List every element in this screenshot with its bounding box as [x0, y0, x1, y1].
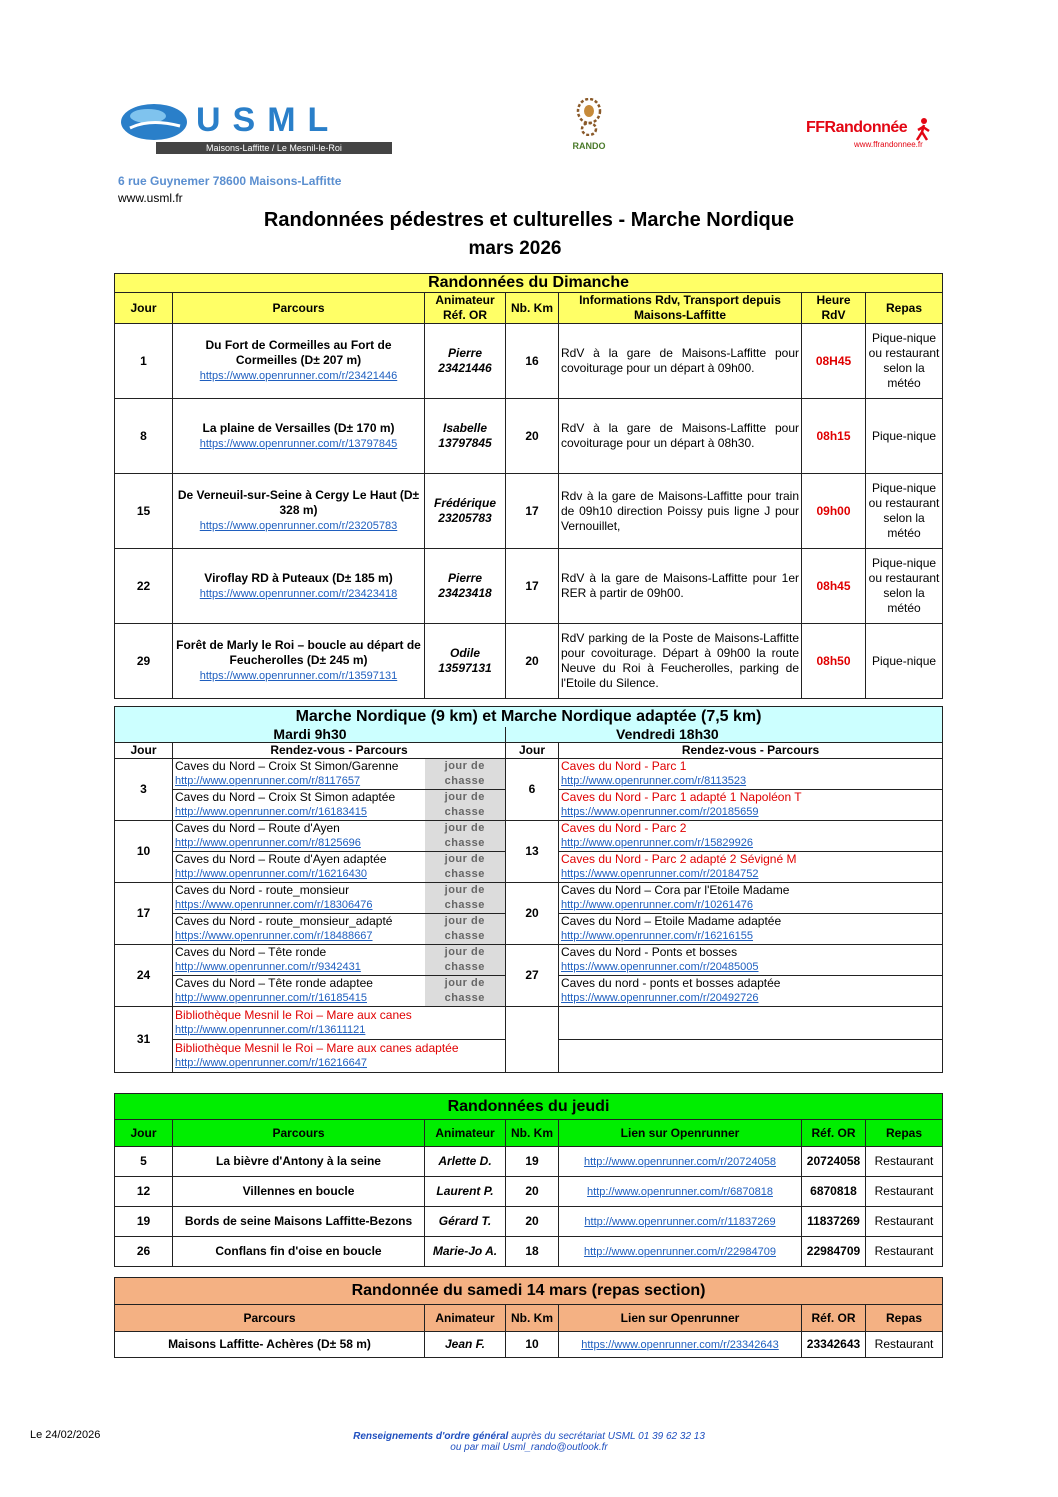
jeudi-km: 20: [506, 1177, 559, 1207]
nord-rdv-cell: [559, 883, 943, 914]
chasse-badge: [425, 821, 506, 852]
dim-info: RdV à la gare de Maisons-Laffitte pour covoiturage pour un départ à 08h30.: [559, 399, 802, 474]
dim-ref: 23205783: [438, 511, 492, 525]
samedi-parcours: Maisons Laffitte- Achères (D± 58 m): [115, 1332, 425, 1358]
nord-rdv-cell: [173, 1040, 506, 1073]
dim-link[interactable]: https://www.openrunner.com/r/13797845: [199, 437, 398, 450]
footer-info-rest: auprès du secrétariat USML 01 39 62 32 13: [508, 1431, 705, 1442]
dim-info: RdV à la gare de Maisons-Laffitte pour covoiturage pour un départ à 09h00.: [559, 324, 802, 399]
hiker-icon: [914, 118, 934, 142]
nord-rdv-link[interactable]: http://www.openrunner.com/r/8125696: [175, 837, 361, 849]
nord-empty-cell: [559, 1007, 943, 1040]
dim-animateur-cell: [425, 549, 506, 624]
nord-rdv-cell: [173, 914, 425, 945]
table-row: [115, 1237, 943, 1267]
nord-rdv-name: Caves du Nord - Parc 1 adapté 1 Napoléon T: [561, 790, 802, 804]
nord-jour-vendredi: 20: [506, 883, 559, 945]
dim-animateur-cell: [425, 324, 506, 399]
jeudi-col-ref: Réf. OR: [802, 1120, 866, 1147]
nord-col-rdv-mardi: Rendez-vous - Parcours: [173, 743, 506, 759]
jeudi-col-parcours: Parcours: [173, 1120, 425, 1147]
dim-jour: 22: [115, 549, 173, 624]
dim-info: RdV parking de la Poste de Maisons-Laffitte pour covoiturage. Départ à 09h00 la route Neuve du Roi à Feucherolles, parking de l'Etoile du Silence.: [559, 624, 802, 699]
nord-rdv-link[interactable]: https://www.openrunner.com/r/20492726: [561, 992, 759, 1004]
nord-empty-jour: [506, 1007, 559, 1073]
chasse-badge: [425, 883, 506, 914]
dim-heure: 08h45: [802, 549, 866, 624]
nord-rdv-cell: [173, 790, 425, 821]
nord-jour-vendredi: 13: [506, 821, 559, 883]
jeudi-ref: 22984709: [802, 1237, 866, 1267]
col-info: Informations Rdv, Transport depuis Maisons-Laffitte: [559, 293, 802, 324]
dim-parcours: La plaine de Versailles (D± 170 m): [202, 420, 395, 435]
table-row: [115, 1007, 943, 1040]
dim-ref: 13597131: [438, 661, 492, 675]
nord-rdv-link[interactable]: https://www.openrunner.com/r/20184752: [561, 868, 759, 880]
dim-km: 20: [506, 624, 559, 699]
dimanche-title: Randonnées du Dimanche: [115, 274, 943, 293]
dim-parcours-cell: [173, 624, 425, 699]
nord-jour-vendredi: 6: [506, 759, 559, 821]
dim-ref: 23423418: [438, 586, 492, 600]
nord-jour-mardi: 10: [115, 821, 173, 883]
nord-rdv-link[interactable]: http://www.openrunner.com/r/16216430: [175, 868, 368, 880]
dim-link[interactable]: https://www.openrunner.com/r/13597131: [199, 670, 398, 682]
jeudi-animateur: Laurent P.: [425, 1177, 506, 1207]
nord-rdv-link[interactable]: http://www.openrunner.com/r/8113523: [561, 775, 747, 787]
dim-animateur-cell: [425, 624, 506, 699]
jeudi-link[interactable]: http://www.openrunner.com/r/22984709: [583, 1245, 776, 1258]
jeudi-km: 18: [506, 1237, 559, 1267]
nord-rdv-name: Caves du Nord – Tête ronde adaptee: [175, 976, 373, 990]
ffr-logo-text: FFRandonnée: [806, 119, 908, 136]
chasse-line-2: chasse: [444, 930, 485, 942]
nord-rdv-link[interactable]: http://www.openrunner.com/r/16216647: [175, 1057, 368, 1069]
jeudi-title: Randonnées du jeudi: [115, 1094, 943, 1120]
jeudi-km: 19: [506, 1147, 559, 1177]
usml-globe-icon: [120, 102, 190, 146]
dimanche-header-row: [115, 293, 943, 324]
ffr-logo-url: www.ffrandonnee.fr: [854, 140, 923, 149]
samedi-col-repas: Repas: [866, 1305, 943, 1332]
chasse-line-1: jour de: [444, 760, 485, 772]
jeudi-parcours: La bièvre d'Antony à la seine: [173, 1147, 425, 1177]
address: 6 rue Guynemer 78600 Maisons-Laffitte: [118, 174, 342, 188]
col-animateur: Animateur Réf. OR: [425, 293, 506, 324]
usml-logo: [120, 100, 395, 158]
nord-rdv-cell: [173, 759, 425, 790]
nord-col-jour-vendredi: Jour: [506, 743, 559, 759]
nord-rdv-name: Caves du Nord - route_monsieur_adapté: [175, 914, 393, 928]
jeudi-col-repas: Repas: [866, 1120, 943, 1147]
nord-rdv-cell: [173, 821, 425, 852]
website[interactable]: www.usml.fr: [118, 191, 183, 205]
dim-parcours-cell: [173, 399, 425, 474]
jeudi-link-cell: [559, 1237, 802, 1267]
samedi-col-parcours: Parcours: [115, 1305, 425, 1332]
nord-rdv-cell: [173, 852, 425, 883]
dim-repas: Pique-nique: [866, 399, 943, 474]
table-row: [115, 324, 943, 399]
dim-heure: 09h00: [802, 474, 866, 549]
nord-jour-mardi: 31: [115, 1007, 173, 1073]
nord-col-rdv-vendredi: Rendez-vous - Parcours: [559, 743, 943, 759]
chasse-line-2: chasse: [444, 961, 485, 973]
table-row: [115, 945, 943, 976]
jeudi-jour: 19: [115, 1207, 173, 1237]
jeudi-ref: 11837269: [802, 1207, 866, 1237]
jeudi-animateur: Marie-Jo A.: [425, 1237, 506, 1267]
dim-animateur-cell: [425, 399, 506, 474]
nord-rdv-link[interactable]: https://www.openrunner.com/r/18488667: [175, 930, 373, 942]
page-title: Randonnées pédestres et culturelles - Marche Nordique: [263, 209, 795, 231]
nord-rdv-link[interactable]: https://www.openrunner.com/r/18306476: [175, 899, 373, 911]
chasse-badge: [425, 759, 506, 790]
chasse-line-1: jour de: [444, 977, 485, 989]
nord-rdv-cell: [559, 852, 943, 883]
dim-parcours: Forêt de Marly le Roi – boucle au départ de Feucherolles (D± 245 m): [176, 638, 421, 667]
mardi-label: Mardi 9h30: [115, 727, 506, 743]
nord-rdv-name: Caves du Nord – Croix St Simon/Garenne: [175, 759, 399, 773]
dim-heure: 08h50: [802, 624, 866, 699]
nord-rdv-name: Caves du Nord - Parc 1: [561, 759, 687, 773]
samedi-col-lien: Lien sur Openrunner: [559, 1305, 802, 1332]
jeudi-col-km: Nb. Km: [506, 1120, 559, 1147]
nordique-title: Marche Nordique (9 km) et Marche Nordique adaptée (7,5 km): [115, 707, 943, 727]
nord-rdv-name: Caves du Nord – Cora par l'Etoile Madame: [561, 883, 790, 897]
dim-animateur: Isabelle: [442, 421, 488, 435]
nord-rdv-name: Caves du Nord – Etoile Madame adaptée: [561, 914, 782, 928]
jeudi-link-cell: [559, 1177, 802, 1207]
jeudi-parcours: Conflans fin d'oise en boucle: [173, 1237, 425, 1267]
dim-animateur: Pierre: [447, 346, 483, 360]
col-heure: Heure RdV: [802, 293, 866, 324]
nord-rdv-cell: [173, 1007, 506, 1040]
nord-rdv-link[interactable]: http://www.openrunner.com/r/15829926: [561, 837, 754, 849]
nord-rdv-cell: [559, 759, 943, 790]
chasse-line-2: chasse: [444, 899, 485, 911]
dim-animateur: Odile: [449, 646, 480, 660]
dim-km: 17: [506, 474, 559, 549]
table-row: [115, 759, 943, 790]
chasse-badge: [425, 976, 506, 1007]
dim-parcours: De Verneuil-sur-Seine à Cergy Le Haut (D± 328 m): [177, 488, 420, 517]
chasse-line-1: jour de: [444, 822, 485, 834]
dim-parcours-cell: [173, 474, 425, 549]
dim-parcours-cell: [173, 549, 425, 624]
nord-rdv-cell: [559, 914, 943, 945]
dim-ref: 23421446: [438, 361, 492, 375]
samedi-header-row: [115, 1305, 943, 1332]
jeudi-ref: 6870818: [802, 1177, 866, 1207]
dim-info: Rdv à la gare de Maisons-Laffitte pour train de 09h10 direction Poissy puis ligne J pour Vernouillet,: [559, 474, 802, 549]
dim-km: 20: [506, 399, 559, 474]
nord-rdv-name: Bibliothèque Mesnil le Roi – Mare aux canes: [175, 1008, 412, 1022]
jeudi-link-cell: [559, 1147, 802, 1177]
chasse-badge: [425, 852, 506, 883]
chasse-line-1: jour de: [444, 946, 485, 958]
dim-link[interactable]: https://www.openrunner.com/r/23205783: [199, 520, 398, 532]
nord-rdv-cell: [173, 883, 425, 914]
col-repas: Repas: [866, 293, 943, 324]
samedi-col-ref: Réf. OR: [802, 1305, 866, 1332]
footer-mail[interactable]: ou par mail Usml_rando@outlook.fr: [450, 1442, 608, 1453]
rando-logo-text: RANDO: [572, 141, 606, 151]
nord-rdv-name: Caves du Nord - Parc 2: [561, 821, 687, 835]
nord-rdv-link[interactable]: http://www.openrunner.com/r/8117657: [175, 775, 361, 787]
nord-jour-mardi: 24: [115, 945, 173, 1007]
chasse-line-2: chasse: [444, 837, 485, 849]
nord-rdv-name: Caves du nord - ponts et bosses adaptée: [561, 976, 781, 990]
nord-rdv-name: Caves du Nord – Tête ronde: [175, 945, 327, 959]
table-row: [115, 624, 943, 699]
samedi-table: [114, 1277, 943, 1358]
dim-repas: Pique-nique ou restaurant selon la météo: [866, 549, 943, 624]
dim-parcours-cell: [173, 324, 425, 399]
jeudi-col-lien: Lien sur Openrunner: [559, 1120, 802, 1147]
nord-rdv-name: Caves du Nord – Route d'Ayen adaptée: [175, 852, 387, 866]
nord-jour-mardi: 17: [115, 883, 173, 945]
chasse-line-2: chasse: [444, 806, 485, 818]
table-row: [115, 399, 943, 474]
dim-parcours: Du Fort de Cormeilles au Fort de Cormeilles (D± 207 m): [205, 338, 392, 367]
chasse-line-1: jour de: [444, 915, 485, 927]
chasse-line-2: chasse: [444, 868, 485, 880]
nord-rdv-link[interactable]: http://www.openrunner.com/r/16185415: [175, 992, 368, 1004]
samedi-ref: 23342643: [802, 1332, 866, 1358]
jeudi-km: 20: [506, 1207, 559, 1237]
nord-rdv-link[interactable]: http://www.openrunner.com/r/9342431: [175, 961, 361, 973]
nord-rdv-cell: [559, 790, 943, 821]
nord-rdv-cell: [173, 945, 425, 976]
col-jour: Jour: [115, 293, 173, 324]
nord-empty-cell: [559, 1040, 943, 1073]
nord-rdv-name: Caves du Nord – Route d'Ayen: [175, 821, 340, 835]
page-subtitle: mars 2026: [468, 238, 562, 259]
vendredi-label: Vendredi 18h30: [506, 727, 943, 743]
dim-jour: 8: [115, 399, 173, 474]
chasse-line-2: chasse: [444, 775, 485, 787]
nord-rdv-link[interactable]: https://www.openrunner.com/r/20485005: [561, 961, 759, 973]
samedi-link[interactable]: https://www.openrunner.com/r/23342643: [581, 1338, 779, 1351]
dim-ref: 13797845: [438, 436, 492, 450]
jeudi-table: [114, 1093, 943, 1267]
nord-rdv-link[interactable]: http://www.openrunner.com/r/16216155: [561, 930, 754, 942]
col-km: Nb. Km: [506, 293, 559, 324]
nord-rdv-cell: [559, 976, 943, 1007]
table-row: [115, 1207, 943, 1237]
nord-rdv-link[interactable]: http://www.openrunner.com/r/16183415: [175, 806, 368, 818]
table-row: [115, 1332, 943, 1358]
nord-rdv-name: Caves du Nord - route_monsieur: [175, 883, 350, 897]
chasse-badge: [425, 790, 506, 821]
dim-heure: 08H45: [802, 324, 866, 399]
dim-km: 17: [506, 549, 559, 624]
jeudi-repas: Restaurant: [866, 1237, 943, 1267]
footer-info: [0, 1431, 1058, 1453]
ffrandonnee-logo: [806, 118, 936, 158]
dim-jour: 15: [115, 474, 173, 549]
table-row: [115, 549, 943, 624]
jeudi-link[interactable]: http://www.openrunner.com/r/6870818: [587, 1185, 773, 1198]
dimanche-table: [114, 273, 943, 699]
dim-link[interactable]: https://www.openrunner.com/r/23421446: [199, 370, 398, 382]
table-row: [115, 1177, 943, 1207]
jeudi-col-jour: Jour: [115, 1120, 173, 1147]
nord-jour-vendredi: 27: [506, 945, 559, 1007]
chasse-badge: [425, 945, 506, 976]
jeudi-animateur: Arlette D.: [425, 1147, 506, 1177]
chasse-line-1: jour de: [444, 791, 485, 803]
table-row: [115, 883, 943, 914]
samedi-km: 10: [506, 1332, 559, 1358]
dim-animateur-cell: [425, 474, 506, 549]
dim-repas: Pique-nique: [866, 624, 943, 699]
jeudi-header-row: [115, 1120, 943, 1147]
dim-animateur: Pierre: [447, 571, 483, 585]
jeudi-link-cell: [559, 1207, 802, 1237]
jeudi-repas: Restaurant: [866, 1207, 943, 1237]
table-row: [115, 821, 943, 852]
table-row: [115, 1147, 943, 1177]
nord-rdv-cell: [559, 945, 943, 976]
dim-jour: 29: [115, 624, 173, 699]
jeudi-col-animateur: Animateur: [425, 1120, 506, 1147]
nord-rdv-name: Caves du Nord - Parc 2 adapté 2 Sévigné M: [561, 852, 797, 866]
jeudi-ref: 20724058: [802, 1147, 866, 1177]
samedi-title: Randonnée du samedi 14 mars (repas section): [115, 1278, 943, 1305]
table-row: [115, 474, 943, 549]
samedi-animateur: Jean F.: [425, 1332, 506, 1358]
nord-col-jour-mardi: Jour: [115, 743, 173, 759]
nordique-table: [114, 706, 943, 1073]
nord-jour-mardi: 3: [115, 759, 173, 821]
chasse-line-1: jour de: [444, 853, 485, 865]
jeudi-parcours: Bords de seine Maisons Laffitte-Bezons: [173, 1207, 425, 1237]
rando-logo: [566, 98, 612, 154]
jeudi-link[interactable]: http://www.openrunner.com/r/11837269: [584, 1215, 776, 1228]
dim-repas: Pique-nique ou restaurant selon la météo: [866, 474, 943, 549]
jeudi-animateur: Gérard T.: [425, 1207, 506, 1237]
dim-parcours: Viroflay RD à Puteaux (D± 185 m): [204, 570, 393, 585]
dim-jour: 1: [115, 324, 173, 399]
nord-rdv-cell: [559, 821, 943, 852]
col-parcours: Parcours: [173, 293, 425, 324]
dim-link[interactable]: https://www.openrunner.com/r/23423418: [199, 587, 398, 600]
footer-date: Le 24/02/2026: [30, 1429, 101, 1441]
nord-rdv-link[interactable]: http://www.openrunner.com/r/13611121: [175, 1024, 366, 1036]
usml-logo-subtitle: Maisons-Laffitte / Le Mesnil-le-Roi: [156, 142, 392, 154]
samedi-repas: Restaurant: [866, 1332, 943, 1358]
nord-rdv-link[interactable]: http://www.openrunner.com/r/10261476: [561, 899, 754, 911]
dim-km: 16: [506, 324, 559, 399]
jeudi-jour: 26: [115, 1237, 173, 1267]
jeudi-jour: 12: [115, 1177, 173, 1207]
dim-animateur: Frédérique: [433, 496, 496, 510]
shoe-print-icon: [574, 98, 604, 136]
dim-info: RdV à la gare de Maisons-Laffitte pour 1er RER à partir de 09h00.: [559, 549, 802, 624]
dim-repas: Pique-nique ou restaurant selon la météo: [866, 324, 943, 399]
jeudi-link[interactable]: http://www.openrunner.com/r/20724058: [583, 1155, 776, 1168]
samedi-col-km: Nb. Km: [506, 1305, 559, 1332]
footer-info-bold: Renseignements d'ordre général: [353, 1431, 509, 1442]
chasse-line-2: chasse: [444, 992, 485, 1004]
nord-rdv-name: Bibliothèque Mesnil le Roi – Mare aux canes adaptée: [175, 1041, 459, 1055]
chasse-badge: [425, 914, 506, 945]
chasse-line-1: jour de: [444, 884, 485, 896]
nord-rdv-cell: [173, 976, 425, 1007]
samedi-col-animateur: Animateur: [425, 1305, 506, 1332]
usml-logo-text: USML: [196, 101, 341, 139]
nord-rdv-name: Caves du Nord – Croix St Simon adaptée: [175, 790, 396, 804]
jeudi-repas: Restaurant: [866, 1147, 943, 1177]
jeudi-repas: Restaurant: [866, 1177, 943, 1207]
jeudi-parcours: Villennes en boucle: [173, 1177, 425, 1207]
nord-rdv-link[interactable]: https://www.openrunner.com/r/20185659: [561, 806, 759, 818]
dim-heure: 08h15: [802, 399, 866, 474]
nord-rdv-name: Caves du Nord - Ponts et bosses: [561, 945, 738, 959]
jeudi-jour: 5: [115, 1147, 173, 1177]
